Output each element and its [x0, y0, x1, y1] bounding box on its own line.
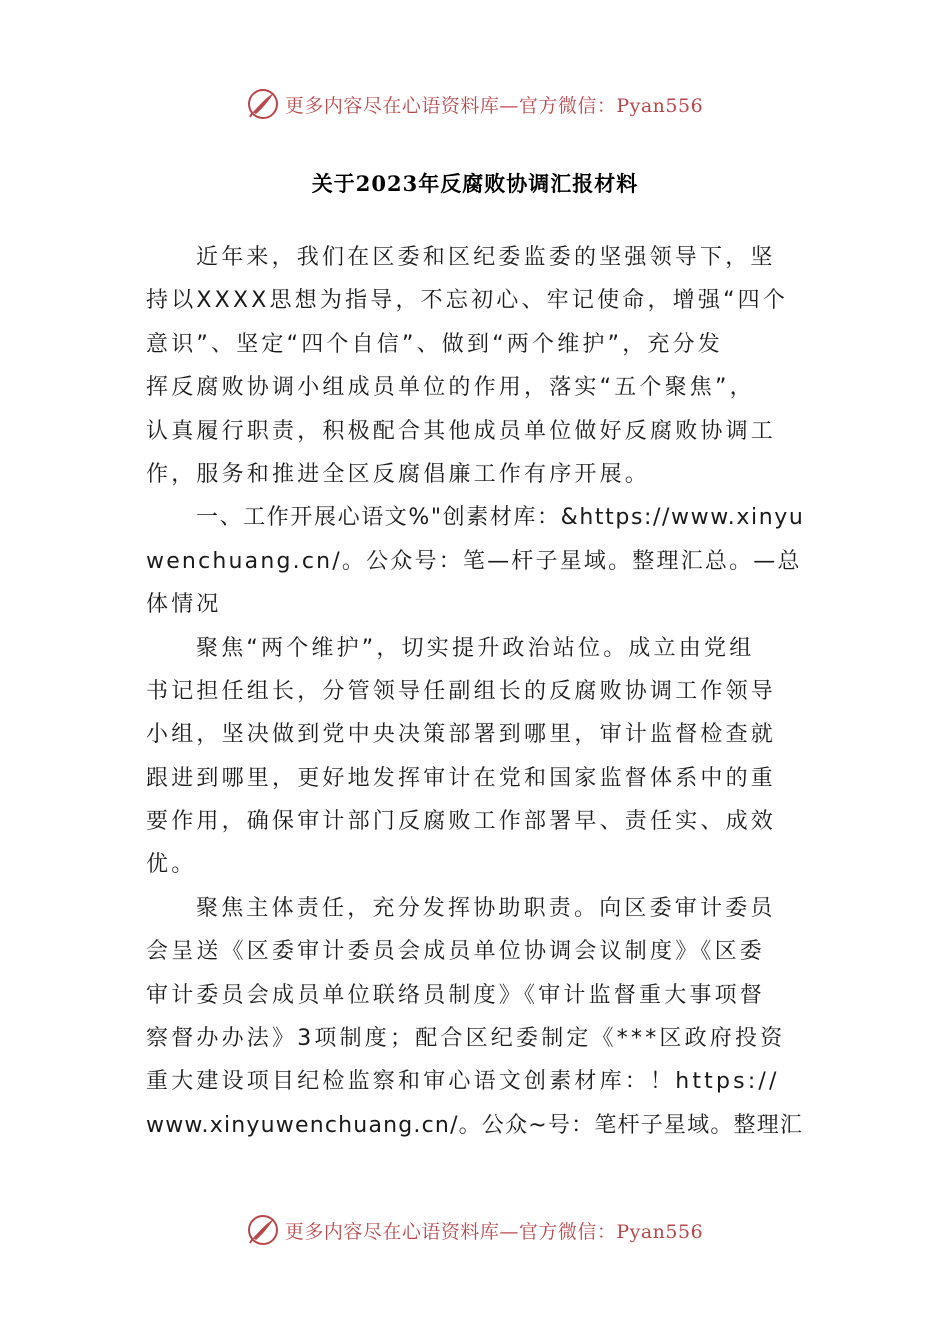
header-banner: [0, 82, 950, 126]
text-line: 重大建设项目纪检监察和审心语文创素材库：！https://: [146, 1069, 780, 1095]
text-line: 作，服务和推进全区反腐倡廉工作有序开展。: [146, 461, 651, 487]
text-line: 审计委员会成员单位联络员制度》《审计监督重大事项督: [146, 982, 766, 1008]
text-line: 意识”、坚定“四个自信”、做到“两个维护”，充分发: [146, 331, 723, 357]
text-line: 聚焦主体责任，充分发挥协助职责。向区委审计委员: [196, 895, 776, 921]
wechat-id: Pyan556: [616, 94, 704, 117]
text-line: 书记担任组长，分管领导任副组长的反腐败协调工作领导: [146, 678, 777, 704]
banner-text: 更多内容尽在心语资料库—官方微信：Pyan556: [284, 1220, 704, 1243]
quill-logo-icon: [247, 1214, 279, 1246]
text-line: 持以XXXX思想为指导，不忘初心、牢记使命，增强“四个: [146, 288, 789, 314]
text-line: 一、工作开展心语文%"创素材库：&https://www.xinyu: [196, 505, 805, 531]
banner-text: 更多内容尽在心语资料库—官方微信：Pyan556: [284, 94, 704, 117]
text-line: 优。: [146, 852, 197, 878]
text-line: 要作用，确保审计部门反腐败工作部署早、责任实、成效: [146, 809, 777, 835]
text-line: 跟进到哪里，更好地发挥审计在党和国家监督体系中的重: [146, 765, 777, 791]
document-title: 关于2023年反腐败协调汇报材料: [311, 171, 639, 196]
text-line: 近年来，我们在区委和区纪委监委的坚强领导下，坚: [196, 245, 776, 270]
text-line: 聚焦“两个维护”，切实提升政治站位。成立由党组: [196, 635, 755, 661]
quill-logo-icon: [247, 88, 279, 120]
wechat-id: Pyan556: [616, 1220, 704, 1243]
document-body: [146, 236, 806, 1147]
text-line: 体情况: [146, 592, 222, 618]
text-line: 认真履行职责，积极配合其他成员单位做好反腐败协调工: [146, 418, 777, 444]
text-line: 会呈送《区委审计委员会成员单位协调会议制度》《区委: [146, 939, 766, 965]
text-line: www.xinyuwenchuang.cn/。公众~号：笔杆子星域。整理汇: [146, 1112, 804, 1138]
text-line: wenchuang.cn/。公众号：笔—杆子星域。整理汇总。—总: [146, 548, 802, 574]
footer-banner: [0, 1208, 950, 1252]
text-line: 察督办办法》3项制度；配合区纪委制定《***区政府投资: [146, 1026, 786, 1052]
text-line: 挥反腐败协调小组成员单位的作用，落实“五个聚焦”，: [146, 375, 755, 401]
text-line: 小组，坚决做到党中央决策部署到哪里，审计监督检查就: [146, 722, 777, 748]
